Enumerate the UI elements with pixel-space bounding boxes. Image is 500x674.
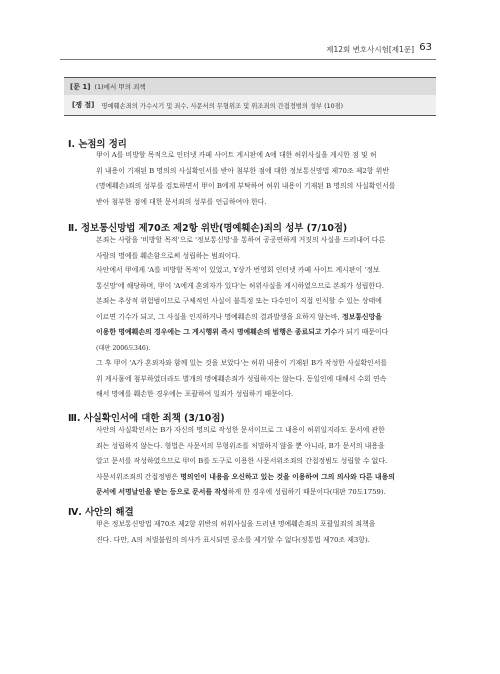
text-line: 진다. 다만, A의 처벌불원의 의사가 표시되면 공소를 제기할 수 없다(정통법 제70조 제3항). bbox=[96, 535, 370, 544]
question-text: (1)에서 甲의 죄책 bbox=[94, 83, 146, 91]
running-title: 제12회 변호사시험[제1문] bbox=[326, 45, 414, 54]
bold-span: 문서에 서명날인을 받는 등으로 문서를 작성 bbox=[96, 488, 228, 497]
text-line bbox=[84, 325, 430, 341]
question-row bbox=[64, 77, 436, 95]
section-title-2: Ⅱ. 정보통신망법 제70조 제2항 위반(명예훼손)죄의 성부 (7/10점) bbox=[68, 223, 348, 234]
text-line bbox=[84, 310, 430, 326]
section-title-3: Ⅲ. 사실확인서에 대한 죄책 (3/10점) bbox=[68, 413, 225, 424]
text-line: 본죄는 추상적 위험범이므로 구체적인 사실이 불특정 또는 다수인이 직접 인식할 수 있는 상태에 bbox=[96, 297, 382, 306]
text-line: 위 게시물에 첨부하였더라도 별개의 명예훼손죄가 성립하지는 않는다. 동일인에 대해서 수회 연속 bbox=[96, 374, 387, 383]
text-line: 위 내용이 기재된 B 명의의 사실확인서를 받아 첨부한 점에 대한 정보통신망법 제70조 제2항 위반 bbox=[96, 166, 389, 175]
text-span: 하게 한 경우에 성립하기 때문이다(대판 70도1759). bbox=[227, 488, 386, 497]
text-line: 본죄는 사람을 '비방할 목적'으로 '정보통신망'을 통하여 공공연하게 거짓의 사실을 드러내어 다른 bbox=[96, 236, 386, 244]
text-line: 사안의 사실확인서는 B가 자신의 명의로 작성한 문서이므로 그 내용이 허위일지라도 문서에 관한 bbox=[96, 426, 385, 434]
bold-span: 이용한 명예훼손의 경우에는 그 게시행위 즉시 명예훼손의 범행은 종료되고 기수 bbox=[96, 328, 338, 337]
text-line: 甲이 A를 비방할 목적으로 인터넷 카페 사이트 게시판에 A에 대한 허위사실을 게시한 점 및 허 bbox=[96, 151, 377, 159]
header-divider bbox=[60, 59, 436, 60]
text-span: 가 되기 때문이다 bbox=[337, 328, 389, 337]
paragraph-5 bbox=[84, 423, 430, 501]
issue-text: 명예훼손죄의 가수시기 및 죄수, 사문서의 무형위조 및 위조죄의 간접정범의 성부 (10점) bbox=[101, 102, 344, 110]
question-tag: [문 1] bbox=[70, 82, 91, 91]
text-span: 사문서위조죄의 간접정범은 bbox=[96, 472, 181, 481]
text-line: 죄는 성립하지 않는다. 형법은 사문서의 무형위조를 처벌하지 않을 뿐 아니라, B가 문서의 내용을 bbox=[96, 441, 385, 450]
text-line: 알고 문서를 작성하였으므로 甲이 B를 도구로 이용한 사문서위조죄의 간접정범도 성립할 수 없다. bbox=[96, 457, 388, 466]
text-line bbox=[84, 470, 430, 486]
bold-span: 정보통신망을 bbox=[341, 312, 382, 321]
section-title-4: Ⅳ. 사안의 해결 bbox=[68, 507, 134, 518]
text-line: 사람의 명예를 훼손함으로써 성립하는 범죄이다. bbox=[96, 251, 241, 260]
page-number: 63 bbox=[419, 42, 432, 53]
text-line: 甲은 정보통신망법 제70조 제2항 위반의 허위사실을 드러낸 명예훼손죄의 포괄일죄의 죄책을 bbox=[96, 520, 376, 528]
text-span: 이르면 기수가 되고, 그 사실을 인지하거나 명예훼손의 결과발생을 요하지 않는바, bbox=[96, 312, 342, 321]
paragraph-3 bbox=[84, 263, 430, 357]
paragraph-4 bbox=[84, 356, 430, 403]
text-line: 사안에서 甲에게 'A를 비방할 목적'이 있었고, Y상가 번영회 인터넷 카페 사이트 게시판이 '정보 bbox=[96, 266, 380, 274]
issue-tag: [쟁 점] bbox=[72, 101, 95, 109]
paragraph-2 bbox=[84, 233, 430, 264]
section-title-1: Ⅰ. 논점의 정리 bbox=[68, 139, 127, 150]
text-line: 그 후 甲이 'A가 혼외자와 함께 있는 것을 보았다'는 허위 내용이 기재된 B가 작성한 사실확인서를 bbox=[96, 359, 388, 367]
text-line: (대판 2006도346). bbox=[96, 344, 151, 352]
paragraph-6 bbox=[84, 517, 430, 548]
text-line: 통신망'에 해당하며, 甲이 'A에게 혼외자가 있다'는 허위사실을 게시하였으므로 본죄가 성립한다. bbox=[96, 281, 384, 290]
text-line: (명예훼손)죄의 성부를 검토하면서 甲이 B에게 부탁하여 허위 내용이 기재된 B 명의의 사실확인서를 bbox=[96, 182, 396, 191]
paragraph-1 bbox=[84, 148, 430, 210]
page-header bbox=[0, 42, 500, 58]
text-line: 해서 명예를 훼손한 경우에는 포괄하여 일죄가 성립하기 때문이다. bbox=[96, 390, 294, 399]
bold-span: 명의인이 내용을 오신하고 있는 것을 이용하여 그의 의사와 다른 내용의 bbox=[180, 472, 395, 481]
issue-row bbox=[64, 95, 436, 116]
question-box bbox=[64, 77, 436, 117]
text-line bbox=[84, 485, 430, 501]
text-line: 받아 첨부한 점에 대한 문서죄의 성부를 언급하여야 한다. bbox=[96, 197, 267, 206]
